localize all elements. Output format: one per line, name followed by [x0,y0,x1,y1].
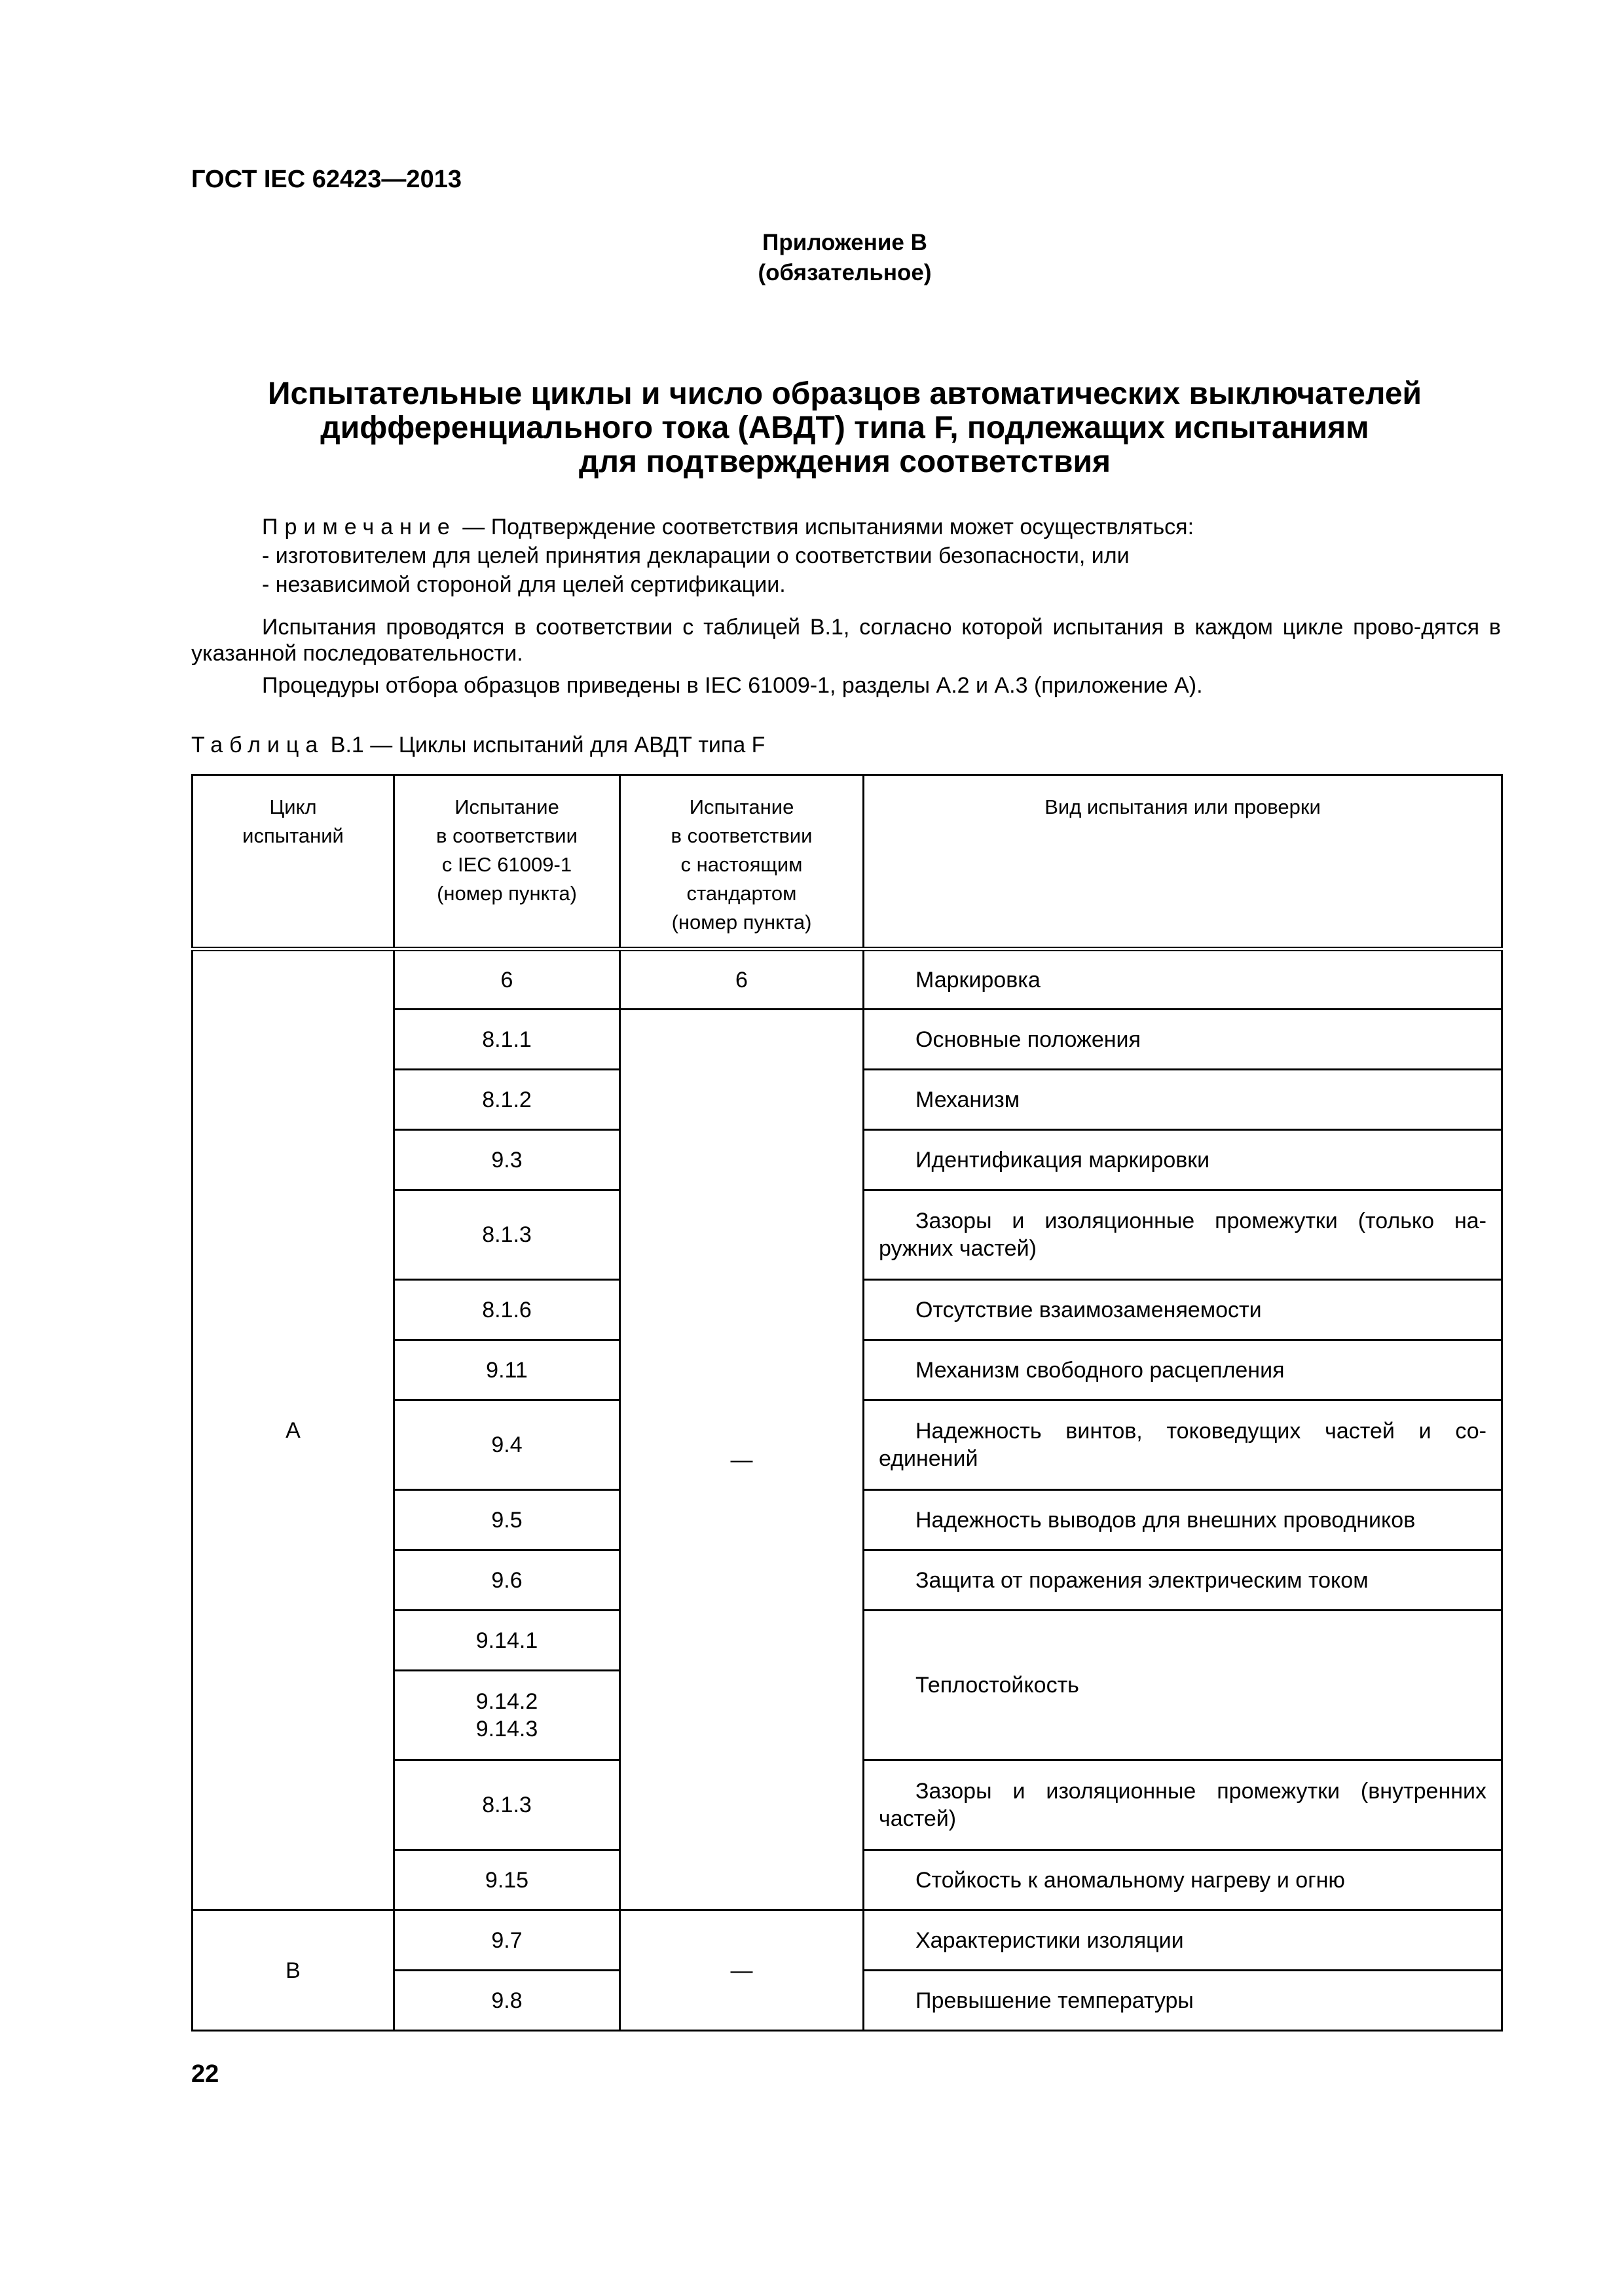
standard-cell: 6 [620,949,864,1010]
dash-cell-b: — [620,1910,864,2031]
page-number: 22 [191,2060,219,2088]
desc-cell: Механизм [864,1070,1502,1130]
note-line [262,512,1194,542]
annex-heading [0,228,1624,288]
iec-cell: 8.1.3 [394,1190,620,1280]
desc-cell: Основные положения [864,1010,1502,1070]
table-caption-text: В.1 — Циклы испытаний для АВДТ типа F [330,733,766,757]
desc-cell: Механизм свободного расцепления [864,1340,1502,1400]
iec-cell: 9.15 [394,1850,620,1910]
note-item-1: - изготовителем для целей принятия декларации о соответствии безопасности, или [262,543,1130,568]
annex-main-title [0,377,1624,479]
header-test-type: Вид испытания или проверки [864,775,1502,949]
desc-cell: Превышение температуры [864,1971,1502,2031]
paragraph-2: Процедуры отбора образцов приведены в IEC 61009-1, разделы А.2 и А.3 (приложение А). [262,673,1203,698]
iec-cell: 9.14.1 [394,1611,620,1671]
note-label: Примечание [262,515,456,539]
desc-cell: Защита от поражения электрическим током [864,1550,1502,1611]
desc-cell: Отсутствие взаимозаменяемости [864,1280,1502,1340]
iec-cell: 9.6 [394,1550,620,1611]
table-row [193,949,1502,1010]
iec-cell: 9.14.2 9.14.3 [394,1671,620,1760]
desc-cell: Характеристики изоляции [864,1910,1502,1971]
desc-cell: Стойкость к аномальному нагреву и огню [864,1850,1502,1910]
paragraph-1: Испытания проводятся в соответствии с таблицей В.1, согласно которой испытания в каждом цикле прово-дятся в указанной последовательности. [191,615,1501,666]
iec-cell: 9.4 [394,1400,620,1490]
header-iec-clause: Испытание в соответствии с IEC 61009-1 (номер пункта) [394,775,620,949]
dash-cell-a: — [620,1010,864,1910]
desc-cell: Теплостойкость [864,1611,1502,1760]
desc-cell: Надежность выводов для внешних проводников [864,1490,1502,1550]
desc-cell: Идентификация маркировки [864,1130,1502,1190]
cycle-b-cell: В [193,1910,394,2031]
annex-title: Приложение В [762,230,927,255]
desc-cell: Маркировка [864,949,1502,1010]
test-cycles-table [191,774,1503,2032]
iec-cell: 9.8 [394,1971,620,2031]
iec-cell: 8.1.3 [394,1760,620,1850]
desc-cell: Зазоры и изоляционные промежутки (внутренних частей) [864,1760,1502,1850]
note-item-2: - независимой стороной для целей сертификации. [262,572,786,597]
cycle-a-cell: А [193,949,394,1910]
annex-status: (обязательное) [758,260,932,285]
iec-cell: 9.11 [394,1340,620,1400]
iec-cell: 8.1.2 [394,1070,620,1130]
table-caption [191,730,765,760]
desc-cell: Надежность винтов, токоведущих частей и со-единений [864,1400,1502,1490]
header-cycle: Цикл испытаний [193,775,394,949]
note-text: — Подтверждение соответствия испытаниями может осуществляться: [462,515,1194,539]
document-header: ГОСТ IEC 62423—2013 [191,166,462,193]
header-standard-clause: Испытание в соответствии с настоящим стандартом (номер пункта) [620,775,864,949]
title-line-2: дифференциального тока (АВДТ) типа F, подлежащих испытаниям [320,410,1369,445]
table-header-row [193,775,1502,949]
iec-cell: 6 [394,949,620,1010]
iec-cell: 8.1.6 [394,1280,620,1340]
table-caption-label: Таблица [191,733,325,757]
title-line-3: для подтверждения соответствия [579,445,1111,479]
iec-cell: 9.7 [394,1910,620,1971]
table-row [193,1910,1502,1971]
iec-cell: 8.1.1 [394,1010,620,1070]
iec-cell: 9.5 [394,1490,620,1550]
iec-cell: 9.3 [394,1130,620,1190]
title-line-1: Испытательные циклы и число образцов автоматических выключателей [267,376,1422,411]
desc-cell: Зазоры и изоляционные промежутки (только на-ружних частей) [864,1190,1502,1280]
